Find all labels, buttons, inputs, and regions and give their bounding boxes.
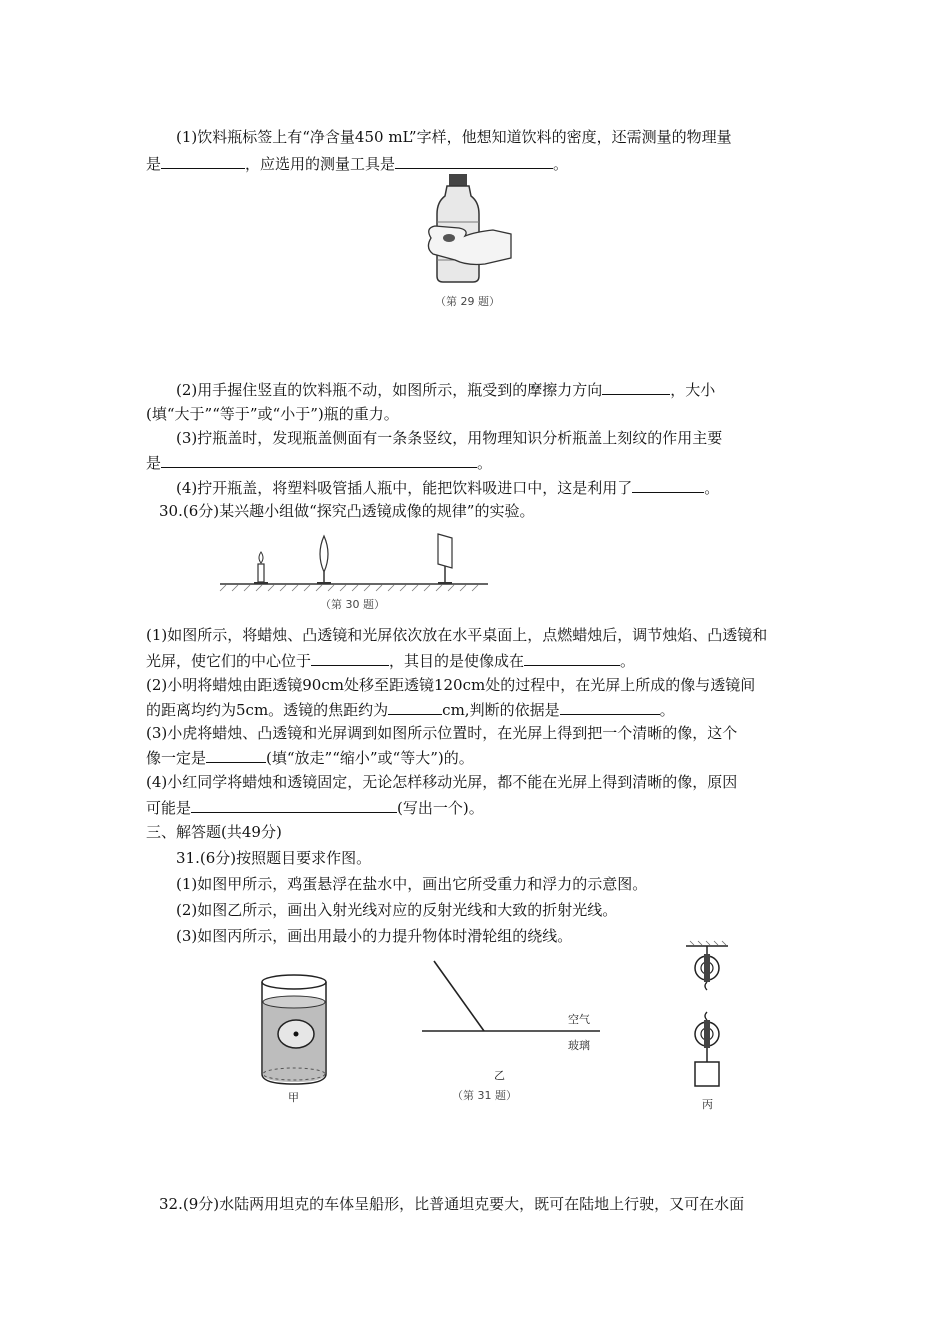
movable-pulley-frame <box>704 1020 710 1048</box>
q30-part3-line1 <box>146 722 737 744</box>
text-fragment: ，大小 <box>670 381 716 399</box>
text-fragment: (2)用手握住竖直的饮料瓶不动，如图所示，瓶受到的摩擦力方向 <box>176 381 603 399</box>
q30-part4-line1 <box>146 771 737 793</box>
text-fragment: 可能是 <box>146 799 192 817</box>
lens-experiment-figure <box>216 528 492 614</box>
q31-part2 <box>176 899 617 921</box>
convex-lens-icon <box>317 536 331 583</box>
text-fragment: (1)如图甲所示，鸡蛋悬浮在盐水中，画出它所受重力和浮力的示意图。 <box>176 875 648 893</box>
q29-part1-line1 <box>176 126 732 148</box>
beaker-rim <box>262 975 326 989</box>
bottle-figure <box>415 172 525 312</box>
text-fragment: 光屏，使它们的中心位于 <box>146 652 312 670</box>
figure-bing-pulleys <box>676 940 746 1120</box>
figure-30-caption: （第 30 题） <box>320 598 385 611</box>
q29-part3-line2 <box>146 451 492 474</box>
section-3-heading <box>146 821 282 843</box>
q31-part3 <box>176 925 572 947</box>
text-fragment: ，其目的是使像成在 <box>389 652 525 670</box>
candle-icon <box>254 552 268 583</box>
text-fragment: 是 <box>146 454 162 472</box>
figure-29-caption: （第 29 题） <box>435 295 500 308</box>
q30-title <box>159 500 534 522</box>
q31-part1 <box>176 873 647 895</box>
answer-blank-center-position[interactable] <box>311 649 389 666</box>
text-fragment: 。 <box>620 652 636 670</box>
figure-31-caption: （第 31 题） <box>452 1089 517 1102</box>
text-fragment: 是 <box>146 155 162 173</box>
text-fragment: (3)拧瓶盖时，发现瓶盖侧面有一条条竖纹，用物理知识分析瓶盖上刻纹的作用主要 <box>176 429 723 447</box>
q29-part2-line1 <box>176 378 715 401</box>
q32-line1 <box>159 1193 744 1215</box>
text-fragment: 。 <box>477 454 493 472</box>
water-surface <box>263 996 325 1008</box>
fixed-pulley-frame <box>704 954 710 982</box>
bottle-cap <box>449 174 467 186</box>
text-fragment: 。 <box>553 155 569 173</box>
text-fragment: (3)如图丙所示，画出用最小的力提升物体时滑轮组的绕线。 <box>176 927 573 945</box>
q30-part1-line1 <box>146 624 767 646</box>
text-fragment: 。 <box>704 479 720 497</box>
figure-jia-beaker <box>254 966 340 1108</box>
thumb-tip <box>443 234 455 242</box>
text-fragment: (2)如图乙所示，画出入射光线对应的反射光线和大致的折射光线。 <box>176 901 618 919</box>
q30-part4-line2 <box>146 796 484 819</box>
text-fragment: (填“大于”“等于”或“小于”)瓶的重力。 <box>146 405 399 423</box>
text-fragment: (2)小明将蜡烛由距透镜90cm处移至距透镜120cm处的过程中，在光屏上所成的像与透镜间 <box>146 676 756 694</box>
label-glass: 玻璃 <box>568 1039 590 1052</box>
text-fragment: (写出一个)。 <box>397 799 484 817</box>
answer-blank-reason[interactable] <box>191 796 397 813</box>
q30-part2-line1 <box>146 674 755 696</box>
answer-blank-straw-principle[interactable] <box>632 476 704 493</box>
q29-part1-text: (1)饮料瓶标签上有“净含量450 mL”字样，他想知道饮料的密度，还需测量的物理量 <box>176 128 732 146</box>
q30-part2-line2 <box>146 698 675 721</box>
text-fragment: 32.(9分)水陆两用坦克的车体呈船形，比普通坦克要大，既可在陆地上行驶，又可在水面 <box>159 1195 745 1213</box>
text-fragment: 31.(6分)按照题目要求作图。 <box>176 849 372 867</box>
light-screen-icon <box>438 534 452 583</box>
text-fragment: 30.(6分)某兴趣小组做“探究凸透镜成像的规律”的实验。 <box>159 502 535 520</box>
text-fragment: (4)拧开瓶盖，将塑料吸管插人瓶中，能把饮料吸进口中，这是利用了 <box>176 479 633 497</box>
answer-blank-physical-quantity[interactable] <box>161 152 245 169</box>
text-fragment: (4)小红同学将蜡烛和透镜固定，无论怎样移动光屏，都不能在光屏上得到清晰的像，原因 <box>146 773 738 791</box>
q29-part3-line1 <box>176 427 722 449</box>
incident-ray <box>434 961 484 1031</box>
table-hatching <box>220 585 478 591</box>
text-fragment: ，应选用的测量工具是 <box>245 155 396 173</box>
text-fragment: 像一定是 <box>146 749 207 767</box>
answer-blank-friction-direction[interactable] <box>602 378 670 395</box>
q30-part1-line2 <box>146 649 635 672</box>
text-fragment: 的距离均约为5cm。透镜的焦距约为 <box>146 701 389 719</box>
figure-yi-label: 乙 <box>494 1069 505 1082</box>
load-block <box>695 1062 719 1086</box>
answer-blank-image-position[interactable] <box>524 649 620 666</box>
answer-blank-reasoning[interactable] <box>560 698 660 715</box>
text-fragment: cm,判断的依据是 <box>442 701 560 719</box>
text-fragment: 。 <box>659 701 675 719</box>
figure-bing-label: 丙 <box>702 1098 713 1111</box>
q31-title <box>176 847 371 869</box>
answer-blank-focal-length[interactable] <box>388 698 442 715</box>
ceiling-hatching <box>690 941 726 945</box>
fixed-pulley-hook-bottom <box>705 982 707 990</box>
egg-center-dot <box>294 1032 299 1037</box>
text-fragment: (3)小虎将蜡烛、凸透镜和光屏调到如图所示位置时，在光屏上得到把一个清晰的像，这个 <box>146 724 738 742</box>
answer-blank-image-type[interactable] <box>206 746 266 763</box>
text-fragment: 三、解答题(共49分) <box>146 823 282 841</box>
figure-yi-refraction <box>418 955 618 1105</box>
text-fragment: (1)如图所示，将蜡烛、凸透镜和光屏依次放在水平桌面上，点燃蜡烛后，调节烛焰、凸透镜和 <box>146 626 768 644</box>
q29-part2-line2 <box>146 403 399 425</box>
label-air: 空气 <box>568 1013 590 1026</box>
answer-blank-measuring-tool[interactable] <box>395 152 553 169</box>
q29-part4-line <box>176 476 719 499</box>
answer-blank-cap-ridges[interactable] <box>161 451 477 468</box>
text-fragment: (填“放走”“缩小”或“等大”)的。 <box>266 749 474 767</box>
q30-part3-line2 <box>146 746 474 769</box>
movable-pulley-hook-top <box>705 1012 707 1020</box>
figure-jia-label: 甲 <box>288 1091 299 1104</box>
